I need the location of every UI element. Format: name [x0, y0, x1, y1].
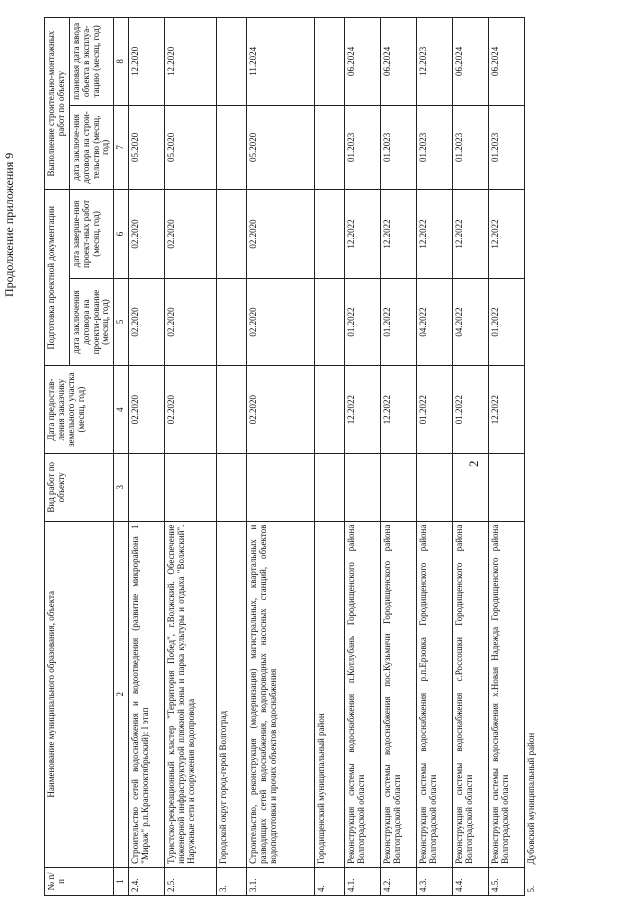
row-name: Строительство, реконструкция (модернизация) магистральных, квартальных и разводящих сетей водоснабжения, водопроводных насосных станций, объектов водоподготовки и прочих объектов водоснабжения: [247, 521, 315, 867]
row-name: Туристско-рекреационный кластер "Территория Побед", г.Волжский. Обеспечение инженерной инфраструктурой пляжной зоны и парка культуры и отдыха "Волжский". Наружные сети и сооружения водопровода: [165, 521, 217, 867]
row-num: 3.1.: [247, 867, 315, 895]
row-construction-contract: [315, 105, 345, 189]
row-design-end: 12.2022: [489, 190, 525, 279]
row-commissioning: 11.2024: [247, 18, 315, 106]
table-row: [247, 18, 315, 896]
row-commissioning: 12.2020: [129, 18, 165, 106]
row-design-end: [315, 190, 345, 279]
row-work-type: [453, 453, 489, 521]
column-index: 1: [114, 867, 129, 895]
row-num: 4.2.: [381, 867, 417, 895]
page-number: 2: [466, 460, 481, 467]
row-name: Реконструкция системы водоснабжения р.п.Ерзовка Городищенского района Волгоградской области: [417, 521, 453, 867]
table-row: [381, 18, 417, 896]
header-land-date: Дата предостав-ления заказчику земельного участка (месяц, год): [45, 366, 114, 454]
row-construction-contract: 01.2023: [453, 105, 489, 189]
row-design-contract: [217, 278, 247, 366]
row-commissioning: [315, 18, 345, 106]
row-work-type: [247, 453, 315, 521]
row-design-contract: 04.2022: [417, 278, 453, 366]
row-land-date: 02.2020: [165, 366, 217, 454]
table-row: [525, 18, 555, 896]
row-name: Реконструкция системы водоснабжения пос.Кузьмичи Городищенского района Волгоградской области: [381, 521, 417, 867]
column-index: 4: [114, 366, 129, 454]
row-work-type: [165, 453, 217, 521]
row-commissioning: 12.2023: [417, 18, 453, 106]
table-row: [453, 18, 489, 896]
header-design-end: дата заверше-ния проект-ных работ (месяц, год): [69, 190, 114, 279]
row-name: Городищенский муниципальный район: [315, 521, 345, 867]
row-num: 2.5.: [165, 867, 217, 895]
column-index: 3: [114, 453, 129, 521]
row-work-type: [417, 453, 453, 521]
row-land-date: [217, 366, 247, 454]
row-num: 4.1.: [345, 867, 381, 895]
row-design-end: 12.2022: [417, 190, 453, 279]
row-work-type: [129, 453, 165, 521]
header-design-group: Подготовка проектной документации: [45, 190, 70, 366]
row-commissioning: 06.2024: [489, 18, 525, 106]
row-land-date: [315, 366, 345, 454]
row-design-contract: 04.2022: [453, 278, 489, 366]
header-num: № п/п: [45, 867, 114, 895]
row-name: Строительство сетей водоснабжения и водоотведения (развитие микрорайона 1 "Мираж" р.п.Краснооктябрьский): I этап: [129, 521, 165, 867]
row-commissioning: [217, 18, 247, 106]
header-commissioning: плановая дата ввода объекта в эксплуа-тацию (месяц, год): [69, 18, 114, 106]
row-design-end: 12.2022: [345, 190, 381, 279]
row-commissioning: [525, 18, 555, 106]
row-num: 4.: [315, 867, 345, 895]
column-index-row: [114, 18, 129, 896]
column-index: 5: [114, 278, 129, 366]
row-commissioning: 06.2024: [345, 18, 381, 106]
table-row: [129, 18, 165, 896]
row-design-contract: 01.2022: [381, 278, 417, 366]
header-design-contract: дата заключения договора на проекти-рование (месяц, год): [69, 278, 114, 366]
row-construction-contract: 01.2023: [417, 105, 453, 189]
row-land-date: 02.2020: [129, 366, 165, 454]
header-work-type: Вид работ по объекту: [45, 453, 114, 521]
row-name: Городской округ город-герой Волгоград: [217, 521, 247, 867]
row-construction-contract: 01.2023: [345, 105, 381, 189]
table-row: [217, 18, 247, 896]
row-design-end: 02.2020: [247, 190, 315, 279]
table-row: [345, 18, 381, 896]
row-num: 4.4.: [453, 867, 489, 895]
row-work-type: [381, 453, 417, 521]
row-design-contract: [525, 278, 555, 366]
row-land-date: 12.2022: [345, 366, 381, 454]
row-commissioning: 06.2024: [381, 18, 417, 106]
row-name: Реконструкция системы водоснабжения п.Котлубань Городищенского района Волгоградской области: [345, 521, 381, 867]
row-construction-contract: 01.2023: [381, 105, 417, 189]
column-index: 8: [114, 18, 129, 106]
row-design-contract: 02.2020: [247, 278, 315, 366]
column-index: 6: [114, 190, 129, 279]
row-design-end: [217, 190, 247, 279]
table-row: [315, 18, 345, 896]
row-commissioning: 06.2024: [453, 18, 489, 106]
column-index: 7: [114, 105, 129, 189]
row-design-end: 02.2020: [129, 190, 165, 279]
row-construction-contract: [525, 105, 555, 189]
table-row: [165, 18, 217, 896]
header-construction-contract: дата заключе-ния договора на строи-тельство (месяц, год): [69, 105, 114, 189]
row-design-contract: 01.2022: [345, 278, 381, 366]
table-header-row: [45, 18, 70, 896]
row-design-end: 12.2022: [381, 190, 417, 279]
row-design-contract: 02.2020: [129, 278, 165, 366]
table-row: [489, 18, 525, 896]
header-name: Наименование муниципального образования, объекта: [45, 521, 114, 867]
row-name: Дубовский муниципальный район: [526, 732, 537, 865]
table-row: [417, 18, 453, 896]
row-construction-contract: 01.2023: [489, 105, 525, 189]
row-num: 3.: [217, 867, 247, 895]
row-design-end: [525, 190, 555, 279]
row-construction-contract: 05.2020: [165, 105, 217, 189]
row-work-type: [489, 453, 525, 521]
row-name: Реконструкция системы водоснабжения х.Новая Надежда Городищенского района Волгоградской области: [489, 521, 525, 867]
column-index: 2: [114, 521, 129, 867]
row-num: 5.: [526, 885, 537, 893]
row-design-end: 02.2020: [165, 190, 217, 279]
row-land-date: [525, 366, 555, 454]
row-construction-contract: [217, 105, 247, 189]
row-work-type: [525, 453, 555, 521]
row-design-contract: [315, 278, 345, 366]
row-design-contract: 01.2022: [489, 278, 525, 366]
row-num: 4.3.: [417, 867, 453, 895]
row-construction-contract: 05.2020: [247, 105, 315, 189]
row-num: 4.5.: [489, 867, 525, 895]
row-commissioning: 12.2020: [165, 18, 217, 106]
appendix-note: Продолжение приложения 9: [2, 152, 16, 297]
row-name: Реконструкция системы водоснабжения с.Россошки Городищенского района Волгоградской области: [453, 521, 489, 867]
row-land-date: 02.2020: [247, 366, 315, 454]
row-work-type: [217, 453, 247, 521]
row-construction-contract: 05.2020: [129, 105, 165, 189]
row-design-end: 12.2022: [453, 190, 489, 279]
row-work-type: [315, 453, 345, 521]
objects-table: [44, 17, 555, 896]
row-work-type: [345, 453, 381, 521]
row-land-date: 01.2022: [453, 366, 489, 454]
row-design-contract: 02.2020: [165, 278, 217, 366]
row-land-date: 12.2022: [489, 366, 525, 454]
row-num: 2.4.: [129, 867, 165, 895]
row-land-date: 01.2022: [417, 366, 453, 454]
header-construction-group: Выполнение строительно-монтажных работ по объекту: [45, 18, 70, 190]
row-land-date: 12.2022: [381, 366, 417, 454]
